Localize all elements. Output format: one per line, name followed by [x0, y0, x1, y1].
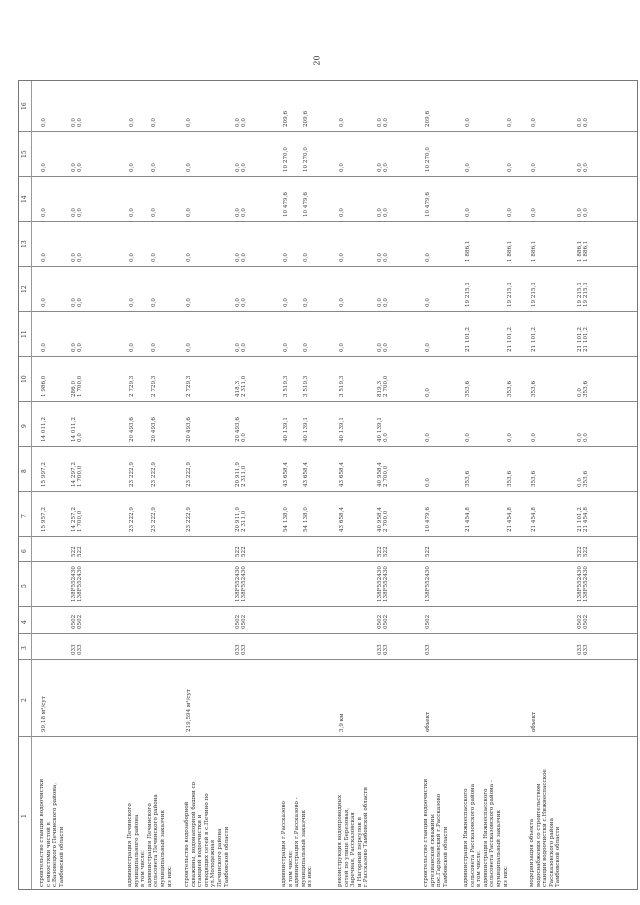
table-cell: 23 222,9: [129, 507, 135, 532]
table-cell: 15 957,2: [41, 507, 47, 532]
table-cell: 0,0 0,0: [71, 163, 84, 172]
table-cell: 0,0: [151, 118, 157, 127]
table-cell: 0,0: [41, 163, 47, 172]
column-number: 4: [21, 619, 28, 624]
table-cell: 0,0: [339, 343, 345, 352]
table-cell: 0,0: [151, 343, 157, 352]
table-cell: 23 222,9: [151, 462, 157, 487]
table-cell: 21 101,2: [531, 327, 537, 352]
table-cell: 0,0: [425, 343, 431, 352]
column-number: 7: [21, 513, 28, 518]
table-cell: 10 270,0: [303, 147, 309, 172]
column-divider: [19, 633, 637, 634]
table-cell: 138F552430 138F552430: [71, 566, 84, 602]
table-cell: 0,0: [283, 298, 289, 307]
table-cell: 286,0 1 700,0: [71, 375, 84, 397]
row-label: строительство водозаборной скважины, водонапорной башни со станцией водоочистки и отводящих сетей в с.Печино по ул.Молодежная Печинского района Тамбовской области: [184, 781, 230, 887]
table-cell: 418,3 2 311,0: [235, 375, 248, 397]
table-cell: 19 215,1 19 215,1: [577, 282, 590, 307]
table-cell: 0,0: [465, 163, 471, 172]
table-cell: 0,0: [425, 253, 431, 262]
row-label: администрация Печинского муниципального района в том числе: администрация Печинского сельсовета Печинского района муниципальный заказчик из них:: [127, 794, 173, 887]
table-cell: 3 519,3: [283, 375, 289, 397]
table-cell: 0,0 0,0: [235, 253, 248, 262]
table-cell: 54 138,0: [283, 507, 289, 532]
table-cell: 0,0: [41, 298, 47, 307]
row-label: администрация г.Рассказово в том числе: администрация г.Рассказово - муниципальный заказчик из них:: [281, 797, 314, 887]
table-cell: 0,0 0,0: [577, 208, 590, 217]
table-cell: 1 986,0: [41, 375, 47, 397]
table-cell: 0,0: [151, 163, 157, 172]
table-cell: 21 454,8: [531, 507, 537, 532]
header-divider: [31, 81, 32, 889]
column-divider: [19, 736, 637, 737]
table-cell: 0,0: [465, 118, 471, 127]
table-cell: 0,0 0,0: [235, 298, 248, 307]
table-cell: 209,6: [303, 110, 309, 127]
table-cell: 10 270,0: [283, 147, 289, 172]
table-cell: 033: [425, 644, 431, 655]
column-divider: [19, 491, 637, 492]
table-cell: 14 011,2 0,0: [71, 417, 84, 442]
table-cell: 0,0: [129, 118, 135, 127]
table-cell: 522 522: [377, 546, 390, 557]
table-cell: 10 479,6: [425, 507, 431, 532]
table-cell: 0,0: [186, 163, 192, 172]
table-cell: 21 101,2: [507, 327, 513, 352]
table-cell: 40 139,1: [303, 417, 309, 442]
table-cell: 0,0 0,0: [71, 253, 84, 262]
table-cell: 20 493,6: [129, 417, 135, 442]
table-cell: 0,0 0,0: [235, 343, 248, 352]
table-cell: 0,0: [186, 253, 192, 262]
column-number: 8: [21, 468, 28, 473]
row-label: строительство станции водоочистки с емкостями чистой в с.Вазовецкого Печинского района, Тамбовской области: [39, 778, 65, 887]
table-cell: 0,0 0,0: [71, 298, 84, 307]
table-cell: 2 729,3: [186, 375, 192, 397]
table-cell: 0,0: [507, 118, 513, 127]
table-cell: 23 222,9: [186, 462, 192, 487]
table-cell: 19 215,1: [507, 282, 513, 307]
row-label: модернизация объекта водоснабжения со строительством станции водоочистки с.Нижнеспасское Рассказовского района Тамбовской области: [529, 769, 562, 887]
table-cell: объект: [531, 711, 537, 732]
column-number: 16: [21, 102, 28, 110]
table-cell: 19 215,1: [465, 282, 471, 307]
table-cell: 21 101,2 21 454,8: [577, 507, 590, 532]
table-cell: 033 033: [235, 644, 248, 655]
column-number: 11: [21, 329, 28, 338]
table-cell: 0,0: [41, 343, 47, 352]
table-cell: 0,0: [425, 298, 431, 307]
table-cell: 353,6: [531, 380, 537, 397]
table-cell: 23 222,9: [151, 507, 157, 532]
table-cell: 19 215,1: [531, 282, 537, 307]
table-cell: 0502 0502: [235, 614, 248, 629]
table-cell: 033 033: [577, 644, 590, 655]
table-cell: 0,0: [425, 388, 431, 397]
table-cell: 0,0: [303, 343, 309, 352]
table-cell: 14 011,2: [41, 417, 47, 442]
table-cell: 20 493,6: [151, 417, 157, 442]
table-cell: 0,0 0,0: [577, 118, 590, 127]
table-cell: 0,0 0,0: [377, 118, 390, 127]
table-cell: 138F552430: [425, 566, 431, 602]
table-cell: 0,0: [41, 208, 47, 217]
column-number: 2: [21, 697, 28, 702]
table-cell: 0502 0502: [377, 614, 390, 629]
table-cell: 0,0: [507, 433, 513, 442]
table-cell: 0,0: [339, 253, 345, 262]
table-cell: 219,594 м³/сут: [186, 689, 192, 732]
table-cell: 0502 0502: [577, 614, 590, 629]
table-cell: 0,0: [465, 433, 471, 442]
table-cell: 2 729,3: [151, 375, 157, 397]
column-divider: [19, 659, 637, 660]
table-cell: 3 519,3: [303, 375, 309, 397]
column-number: 6: [21, 548, 28, 553]
table-cell: 40 139,1: [339, 417, 345, 442]
page-number: 20: [312, 55, 322, 66]
table-cell: 209,6: [425, 110, 431, 127]
table-cell: 0,0: [151, 298, 157, 307]
table-cell: 99,18 м³/сут: [41, 696, 47, 732]
table-cell: 0,0: [186, 343, 192, 352]
table-cell: 1 886,1: [507, 240, 513, 262]
table-cell: 1 886,1: [465, 240, 471, 262]
table-cell: 43 658,4: [339, 507, 345, 532]
table-cell: 0,0: [531, 208, 537, 217]
table-cell: 20 911,9 2 311,0: [235, 462, 248, 487]
table-cell: 0,0 0,0: [577, 163, 590, 172]
table-cell: 0,0 0,0: [235, 208, 248, 217]
table-cell: 0,0 353,6: [577, 470, 590, 487]
table-cell: 819,3 2 700,0: [377, 375, 390, 397]
column-number: 9: [21, 423, 28, 428]
table-cell: 0,0: [465, 208, 471, 217]
table-cell: 21 454,8: [507, 507, 513, 532]
table-cell: 14 297,2 1 700,0: [71, 462, 84, 487]
table-cell: 0,0: [303, 298, 309, 307]
table-cell: 0,0: [41, 253, 47, 262]
table-cell: 0,0 0,0: [377, 253, 390, 262]
table-cell: 0,0 353,6: [577, 380, 590, 397]
table-cell: 0,0: [129, 298, 135, 307]
table-cell: 21 101,2 21 101,2: [577, 327, 590, 352]
table-cell: 0,0: [339, 163, 345, 172]
table-cell: 0,0: [283, 343, 289, 352]
table-cell: 20 493,6 0,0: [235, 417, 248, 442]
table-cell: 0,0 0,0: [377, 343, 390, 352]
table-cell: 0,0 0,0: [235, 118, 248, 127]
table-cell: 0,0: [129, 253, 135, 262]
column-divider: [19, 536, 637, 537]
column-number: 3: [21, 646, 28, 650]
column-divider: [19, 266, 637, 267]
table-cell: 10 479,6: [425, 192, 431, 217]
column-number: 13: [21, 239, 28, 248]
table-cell: 138F552430 138F552430: [377, 566, 390, 602]
table-cell: 0,0 0,0: [377, 298, 390, 307]
column-number: 10: [21, 374, 28, 383]
table-cell: 20 911,9 2 311,0: [235, 507, 248, 532]
table-cell: 353,6: [465, 380, 471, 397]
column-divider: [19, 131, 637, 132]
table-cell: 0,0 0,0: [235, 163, 248, 172]
table-cell: 138F552430 138F552430: [235, 566, 248, 602]
table-cell: 522: [425, 546, 431, 557]
table-cell: 40 139,1: [283, 417, 289, 442]
table-cell: 353,6: [507, 380, 513, 397]
table-cell: 353,6: [465, 470, 471, 487]
table-cell: 353,6: [507, 470, 513, 487]
column-divider: [19, 401, 637, 402]
column-number: 14: [21, 194, 28, 203]
table-cell: 0,0: [186, 298, 192, 307]
table-cell: 21 454,8: [465, 507, 471, 532]
column-divider: [19, 606, 637, 607]
table-cell: 40 139,1 0,0: [377, 417, 390, 442]
table-cell: 033 033: [377, 644, 390, 655]
column-number: 12: [21, 284, 28, 293]
table-cell: 40 958,4 2 700,0: [377, 507, 390, 532]
table-cell: 0,0: [186, 118, 192, 127]
table-cell: 0,0: [151, 208, 157, 217]
table-cell: 10 479,6: [303, 192, 309, 217]
table-cell: 0,0 0,0: [577, 433, 590, 442]
table-cell: объект: [425, 711, 431, 732]
table-cell: 353,6: [531, 470, 537, 487]
table-cell: 0,0: [339, 298, 345, 307]
table-cell: 0,0: [339, 208, 345, 217]
column-divider: [19, 446, 637, 447]
table-cell: 0,0: [41, 118, 47, 127]
column-number: 15: [21, 149, 28, 158]
table-cell: 0502: [425, 614, 431, 629]
table-cell: 0,0 0,0: [71, 118, 84, 127]
table-cell: 23 222,9: [129, 462, 135, 487]
table-cell: 0,0 0,0: [71, 208, 84, 217]
table-cell: 0,0: [425, 478, 431, 487]
column-divider: [19, 221, 637, 222]
table-cell: 0,0: [129, 163, 135, 172]
column-number: 5: [21, 583, 28, 588]
table-cell: 0,0 0,0: [377, 208, 390, 217]
table-cell: 54 138,0: [303, 507, 309, 532]
column-divider: [19, 311, 637, 312]
table-cell: 0,0: [531, 118, 537, 127]
table-cell: 0,0: [507, 208, 513, 217]
table-cell: 0502 0502: [71, 614, 84, 629]
table-cell: 0,0 0,0: [377, 163, 390, 172]
table-cell: 43 658,4: [339, 462, 345, 487]
table-cell: 40 958,4 2 700,0: [377, 462, 390, 487]
column-divider: [19, 356, 637, 357]
table-cell: 3,9 км: [339, 713, 345, 732]
table-cell: 43 658,4: [303, 462, 309, 487]
table-cell: 20 493,6: [186, 417, 192, 442]
table-cell: 0,0: [531, 433, 537, 442]
column-divider: [19, 176, 637, 177]
table-cell: 0,0: [283, 253, 289, 262]
row-label: администрация Нижнеспасского сельсовета Рассказовского района в том числе: администрация Нижнеспасского сельсовета Рассказовского района - муниципальный заказчик из них:: [463, 780, 509, 887]
table-cell: 10 479,6: [283, 192, 289, 217]
row-label: реконструкция водопроводных сетей по улице Березовая, Заречная, Рассказовская и Нагорный переулок в г.Рассказово Тамбовской области: [337, 786, 370, 887]
table-cell: 15 997,2: [41, 462, 47, 487]
table-cell: 10 270,0: [425, 147, 431, 172]
table-cell: 0,0: [303, 253, 309, 262]
table-cell: 0,0: [531, 163, 537, 172]
table-cell: 0,0: [507, 163, 513, 172]
table-cell: 1 886,1: [531, 240, 537, 262]
table-cell: 0,0: [129, 343, 135, 352]
row-label: строительство станции водоочистки артезианской скважины пос.Гарделевский г.Рассказово Тамбовской области: [423, 778, 449, 887]
table-cell: 0,0: [129, 208, 135, 217]
table-cell: 2 729,3: [129, 375, 135, 397]
table-cell: 23 222,9: [186, 507, 192, 532]
table-cell: 3 519,3: [339, 375, 345, 397]
table-cell: 033 033: [71, 644, 84, 655]
table-cell: 0,0: [425, 433, 431, 442]
table-cell: 522 522: [71, 546, 84, 557]
table-cell: 1 886,1 1 886,1: [577, 240, 590, 262]
table-cell: 14 257,2 1 700,0: [71, 507, 84, 532]
table-cell: 0,0: [186, 208, 192, 217]
column-divider: [19, 561, 637, 562]
table-cell: 522 522: [235, 546, 248, 557]
table-cell: 43 658,4: [283, 462, 289, 487]
table-cell: 21 101,2: [465, 327, 471, 352]
table-cell: 0,0: [151, 253, 157, 262]
budget-table: [18, 80, 638, 890]
table-cell: 522 522: [577, 546, 590, 557]
table-cell: 138F552430 138F552430: [577, 566, 590, 602]
table-cell: 209,6: [283, 110, 289, 127]
table-cell: 0,0: [339, 118, 345, 127]
table-cell: 0,0 0,0: [71, 343, 84, 352]
column-number: 1: [21, 813, 28, 818]
